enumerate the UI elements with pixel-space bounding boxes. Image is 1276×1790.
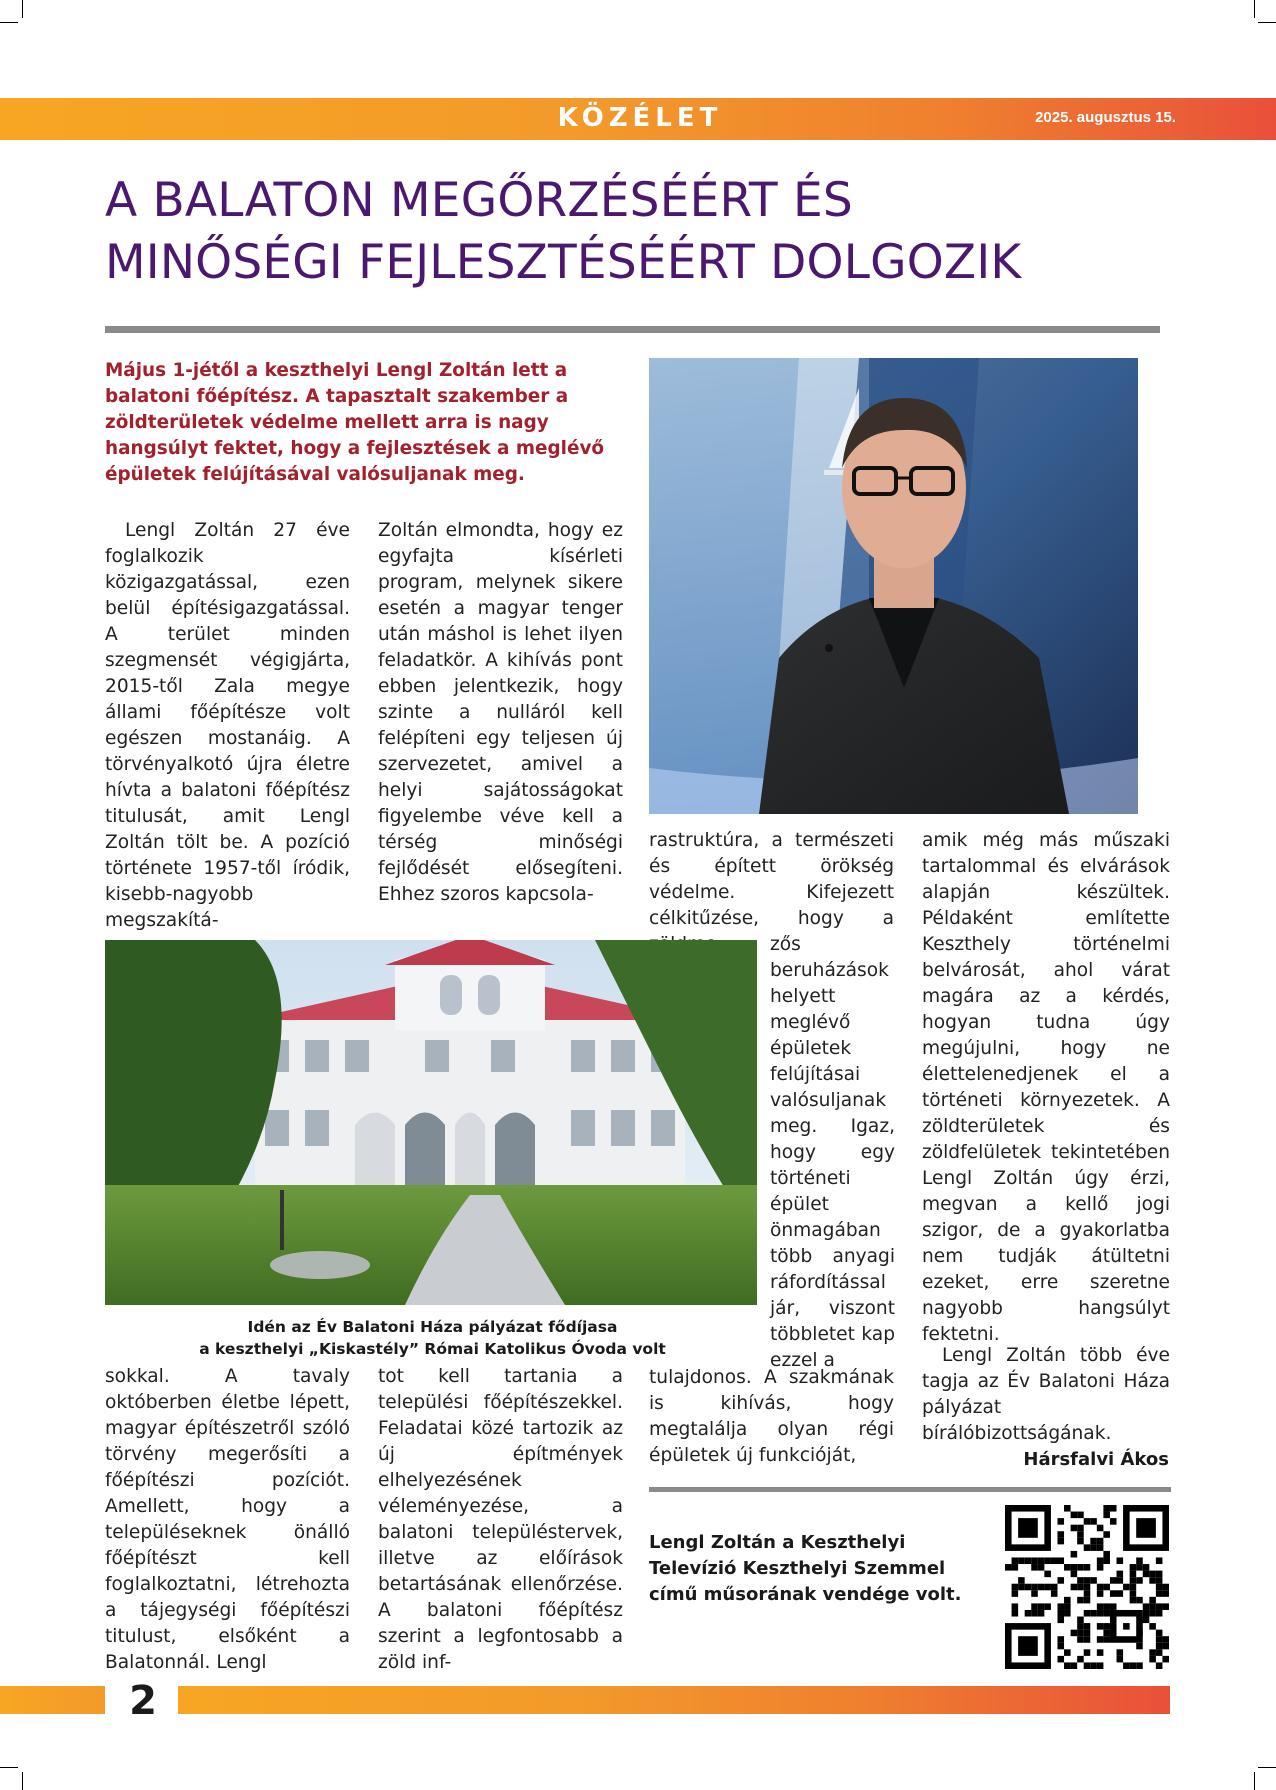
title-rule	[105, 326, 1160, 333]
article-column-2-bottom: tot kell tartania a települési főépítészekkel. Feladatai közé tartozik az új építmények elhelyezésének véleményezése, a balatoni településtervek, illetve az előírások betartásának ellenőrzése. A balatoni főépítész szerint a legfontosabb a zöld inf-	[378, 1366, 623, 1673]
caption-line-1: Idén az Év Balatoni Háza pályázat fődíjasa	[247, 1318, 618, 1336]
article-lead: Május 1-jétől a keszthelyi Lengl Zoltán lett a balatoni főépítész. A tapasztalt szakember a zöldterületek védelme mellett arra is nagy hangsúlyt fektet, hogy a fejlesztések a meglévő épületek felújításával valósuljanak meg.	[105, 360, 605, 485]
caption-line-2: a keszthelyi „Kiskastély” Római Katolikus Óvoda volt	[199, 1340, 666, 1358]
article-column-3a: rastruktúra, a természeti és épített örökség védelme. Kifejezett célkitűzése, hogy a	[649, 830, 894, 929]
column-text: Lengl Zoltán 27 éve foglalkozik közigazgatással, ezen belül építésigazgatással. A terület minden szegmensét végigjárta, 2015-től Zala megye állami főépítésze volt egészen mostanáig. A törvényalkotó újra életre hívta a balatoni főépítész titulusát, amit Lengl Zoltán tölt be. A pozíció története 1957-től íródik, kisebb-nagyobb megszakítá-	[105, 520, 350, 931]
article-column-1-top	[105, 518, 350, 934]
crop-mark	[1258, 22, 1276, 23]
tv-note: Lengl Zoltán a Keszthelyi Televízió Keszthelyi Szemmel című műsorának vendége volt.	[649, 1532, 962, 1605]
article-column-4: amik még más műszaki tartalommal és elvárások alapján készültek. Példaként említette Keszthely történelmi belvárosát, ahol várat magára az a kérdés, hogyan tudna úgy megújulni, hogy ne élettelenedjenek el a történeti környezetek. A zöldterületek és zöldfelületek tekintetében Lengl Zoltán úgy érzi, megvan a kellő jogi szigor, de a gyakorlatba nem tudják átültetni ezeket, erre szeretne nagyobb hangsúlyt fektetni.	[922, 830, 1170, 1345]
footer-band-left	[0, 1686, 105, 1714]
title-line-1: A BALATON MEGŐRZÉSÉÉRT ÉS	[105, 173, 853, 228]
page-number: 2	[129, 1678, 157, 1724]
crop-mark	[22, 0, 23, 18]
portrait-photo	[649, 358, 1138, 814]
building-photo	[105, 940, 757, 1305]
column-text: Lengl Zoltán több éve tagja az Év Balatoni Háza pályázat bírálóbizottságának.	[922, 1345, 1170, 1444]
title-line-2: MINŐSÉGI FEJLESZTÉSÉÉRT DOLGOZIK	[105, 235, 1022, 290]
crop-mark	[0, 1767, 18, 1768]
article-column-4-end	[922, 1343, 1170, 1447]
article-column-3c: tulajdonos. A szakmának is kihívás, hogy megtalálja olyan régi épületek új funkcióját,	[649, 1367, 894, 1466]
section-label: KÖZÉLET	[557, 103, 723, 133]
crop-mark	[22, 1772, 23, 1790]
crop-mark	[0, 22, 18, 23]
qr-code-icon[interactable]	[1005, 1505, 1169, 1669]
issue-date: 2025. augusztus 15.	[1035, 109, 1176, 126]
crop-mark	[1254, 1772, 1255, 1790]
article-column-3b: zős beruházások helyett meglévő épületek felújításai valósuljanak meg. Igaz, hogy egy történeti épület önmagában több anyagi ráfordítással jár, viszont többletet kap ezzel a	[770, 934, 895, 1371]
photo-caption	[105, 1316, 760, 1360]
article-column-2-top: Zoltán elmondta, hogy ez egyfajta kísérleti program, melynek sikere esetén a magyar tenger után máshol is lehet ilyen feladatkör. A kihívás pont ebben jelentkezik, hogy szinte a nulláról kell felépíteni egy teljesen új szervezetet, amivel a helyi sajátosságokat figyelembe véve kell a térség minőségi fejlődését elősegíteni. Ehhez szoros kapcsola-	[378, 520, 623, 905]
article-title	[105, 170, 1185, 294]
crop-mark	[1258, 1767, 1276, 1768]
crop-mark	[1254, 0, 1255, 18]
promo-rule	[649, 1487, 1171, 1492]
author-name: Hársfalvi Ákos	[1023, 1449, 1169, 1470]
footer-band	[178, 1686, 1170, 1714]
article-column-1-bottom: sokkal. A tavaly októberben életbe lépett, magyar építészetről szóló törvény megerősíti a főépítészi pozíciót. Amellett, hogy a településeknek önálló főépítészt kell foglalkoztatni, létrehozta a tájegységi főépítészi titulust, elsőként a Balatonnál. Lengl	[105, 1366, 350, 1673]
